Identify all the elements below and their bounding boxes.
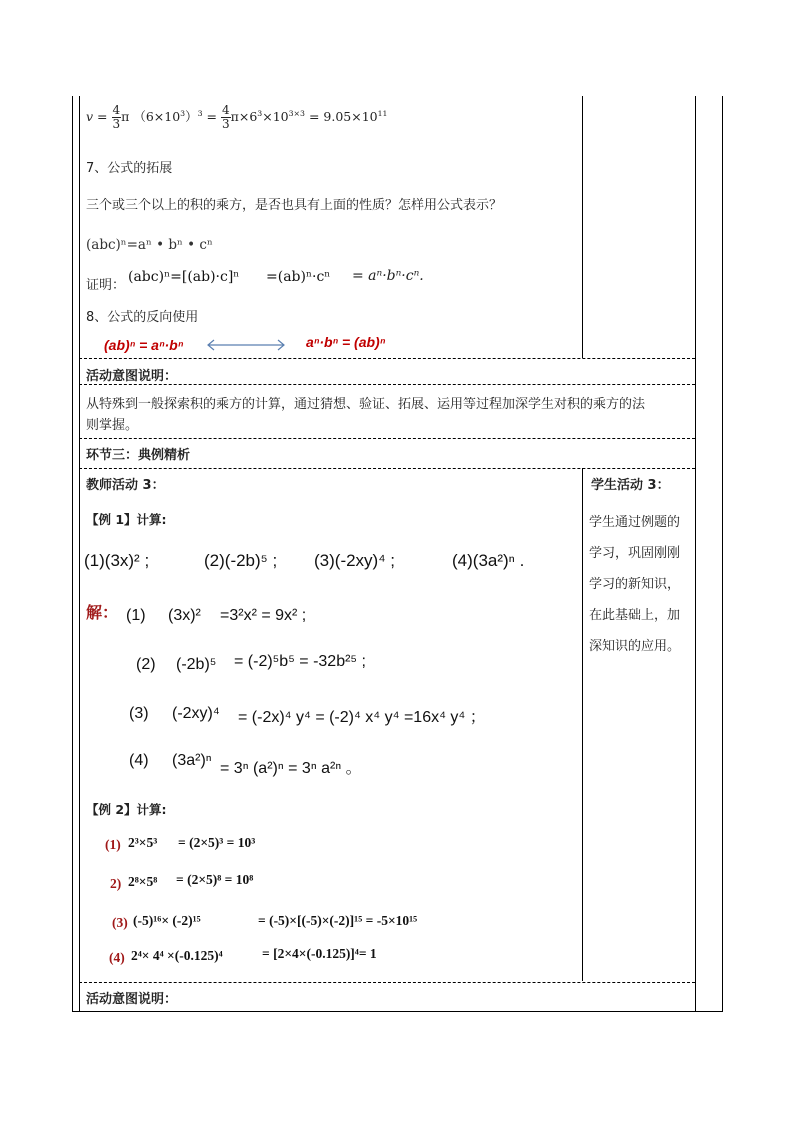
stage-3-title: 环节三：典例精析 <box>86 448 191 463</box>
example-2-steps: = (2×5)³ = 10³ <box>178 835 256 850</box>
example-2-expression: 2⁸×5⁸ <box>128 874 158 889</box>
example-2-number: 2) <box>110 876 122 891</box>
reverse-formula-left: (ab)ⁿ = aⁿ·bⁿ <box>104 337 184 353</box>
solution-steps: = 3ⁿ (a²)ⁿ = 3ⁿ a²ⁿ 。 <box>220 760 362 777</box>
example-1-problem: (2)(-2b)⁵ ; <box>204 551 278 570</box>
solution-number: (2) <box>136 656 156 673</box>
proof-label: 证明： <box>86 278 126 293</box>
intent-text: 则掌握。 <box>86 418 139 433</box>
student-text-line: 深知识的应用。 <box>589 639 681 654</box>
example-2-number: (4) <box>109 950 125 965</box>
table-border-inner-left <box>79 96 80 1011</box>
solution-expression: (-2xy)⁴ <box>172 705 220 722</box>
proof-step-3: = aⁿ·bⁿ·cⁿ. <box>352 268 424 284</box>
example-2-steps: = (2×5)⁸ = 10⁸ <box>176 872 254 887</box>
example-1-problem: (1)(3x)² ; <box>84 551 150 570</box>
section-8-heading: 8、公式的反向使用 <box>86 310 199 325</box>
section-7-question: 三个或三个以上的积的乘方，是否也具有上面的性质？怎样用公式表示？ <box>86 198 503 213</box>
row-divider <box>79 468 695 469</box>
example-2-expression: 2³×5³ <box>128 835 158 850</box>
example-1-problem: (4)(3a²)ⁿ . <box>452 551 525 570</box>
column-divider-lower <box>582 468 583 981</box>
intent-label: 活动意图说明： <box>86 369 178 384</box>
example-2-expression: (-5)¹⁶× (-2)¹⁵ <box>133 913 201 928</box>
student-text-line: 在此基础上，加 <box>589 608 681 623</box>
intent-text: 从特殊到一般探索积的乘方的计算，通过猜想、验证、拓展、运用等过程加深学生对积的乘方的法 <box>86 397 646 412</box>
column-divider <box>582 96 583 358</box>
solution-number: (3) <box>129 705 149 722</box>
table-border-bottom <box>72 1011 723 1012</box>
solution-expression: (3a²)ⁿ <box>172 752 212 769</box>
solution-number: (1) <box>126 607 146 624</box>
intent-label-2: 活动意图说明： <box>86 992 178 1007</box>
example-2-label: 【例 2】计算: <box>86 802 167 817</box>
proof-step-2: =(ab)ⁿ·cⁿ <box>266 269 331 285</box>
double-arrow-icon <box>205 338 287 352</box>
solution-label: 解： <box>86 603 119 622</box>
solution-steps: =3²x² = 9x² ; <box>220 607 307 624</box>
example-1-problem: (3)(-2xy)⁴ ; <box>314 551 395 570</box>
proof-step-1: (abc)ⁿ=[(ab)·c]ⁿ <box>128 269 240 285</box>
solution-expression: (3x)² <box>168 607 201 624</box>
example-1-label: 【例 1】计算: <box>86 512 167 527</box>
fraction: $\frac{4}{3}$ <box>112 103 121 131</box>
row-divider <box>79 438 695 439</box>
reverse-formula-right: aⁿ·bⁿ = (ab)ⁿ <box>306 334 386 350</box>
solution-steps: = (-2x)⁴ y⁴ = (-2)⁴ x⁴ y⁴ =16x⁴ y⁴ ； <box>238 709 486 726</box>
solution-number: (4) <box>129 752 149 769</box>
example-2-number: (3) <box>112 915 128 930</box>
example-2-steps: = (-5)×[(-5)×(-2)]¹⁵ = -5×10¹⁵ <box>258 913 418 928</box>
table-border-right <box>722 96 723 1011</box>
row-divider <box>79 358 695 359</box>
table-border-right-inner <box>695 96 696 1011</box>
solution-expression: (-2b)⁵ <box>176 656 217 673</box>
teacher-activity-label: 教师活动 3： <box>86 478 165 493</box>
example-2-number: (1) <box>105 837 121 852</box>
row-divider <box>79 384 695 385</box>
table-border-left <box>72 96 73 1011</box>
student-activity-label: 学生活动 3： <box>591 478 670 493</box>
student-text-line: 学习，巩固刚刚 <box>589 546 681 561</box>
extended-formula: (abc)ⁿ=aⁿ • bⁿ • cⁿ <box>86 237 213 253</box>
example-2-steps: = [2×4×(-0.125)]⁴= 1 <box>262 946 377 961</box>
fraction: $\frac{4}{3}$ <box>222 103 230 131</box>
solution-steps: = (-2)⁵b⁵ = -32b²⁵ ; <box>234 653 366 670</box>
student-text-line: 学习的新知识， <box>589 577 681 592</box>
volume-formula: v = $\frac{4}{3}$ π $(6\times 10^3)^3$ = $\frac{4}{3}$ $\pi\times 6^3\times 10^{3\times 3} = 9.05\times 10^{11}$ <box>86 103 388 131</box>
student-text-line: 学生通过例题的 <box>589 515 681 530</box>
student-activity-text <box>589 507 693 662</box>
example-2-expression: 2⁴× 4⁴ ×(-0.125)⁴ <box>131 948 223 963</box>
section-7-heading: 7、公式的拓展 <box>86 161 173 176</box>
row-divider <box>79 982 695 983</box>
